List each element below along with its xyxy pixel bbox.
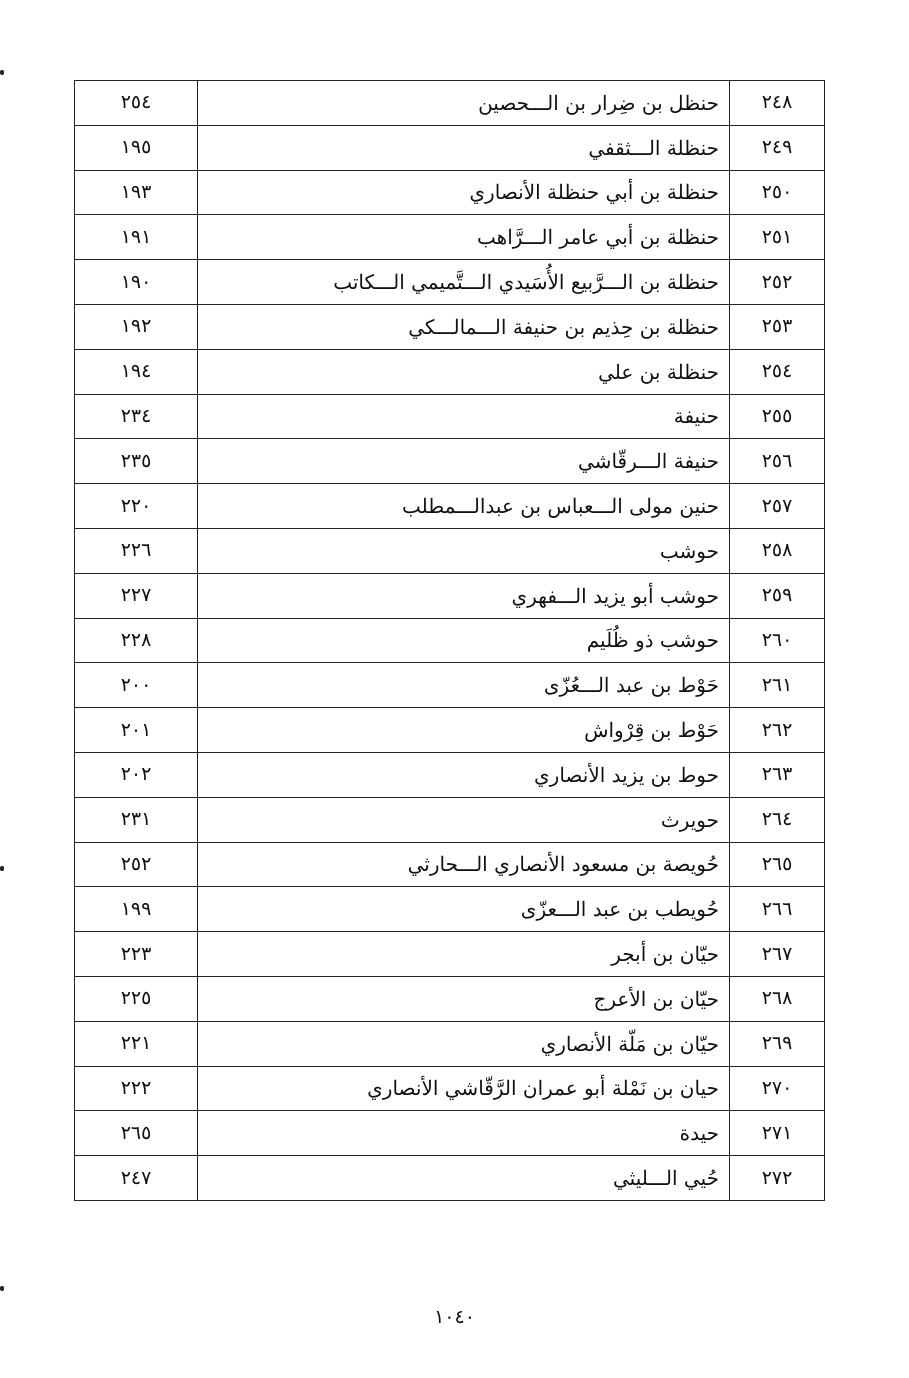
table-row [75,1021,825,1066]
entry-number: ٢٥٣ [730,304,825,349]
table-row [75,260,825,305]
entry-name: حويرث [198,797,730,842]
table-row [75,797,825,842]
index-table-body [75,81,825,1201]
entry-number: ٢٧١ [730,1111,825,1156]
entry-number: ٢٧٠ [730,1066,825,1111]
entry-number: ٢٦٩ [730,1021,825,1066]
entry-number: ٢٦٤ [730,797,825,842]
entry-name: حنظل بن ضِرار بن الـــحصين [198,81,730,126]
entry-page-ref: ٢٠٠ [75,663,198,708]
entry-page-ref: ٢٢٣ [75,932,198,977]
entry-name: حُويصة بن مسعود الأنصاري الـــحارثي [198,842,730,887]
table-row [75,1111,825,1156]
table-row [75,215,825,260]
entry-number: ٢٧٢ [730,1156,825,1201]
entry-number: ٢٥٨ [730,528,825,573]
entry-page-ref: ٢٦٥ [75,1111,198,1156]
entry-number: ٢٦١ [730,663,825,708]
entry-name: حيّان بن أبجر [198,932,730,977]
entry-page-ref: ١٩٥ [75,125,198,170]
table-row [75,932,825,977]
entry-name: حَوْط بن قِرْواش [198,708,730,753]
table-row [75,125,825,170]
entry-name: حوشب [198,528,730,573]
entry-page-ref: ٢٠١ [75,708,198,753]
entry-name: حنظلة بن الـــرَّبيع الأُسَيدي الـــتَّميمي الـــكاتب [198,260,730,305]
table-row [75,663,825,708]
entry-page-ref: ٢٥٢ [75,842,198,887]
table-row [75,842,825,887]
table-row [75,573,825,618]
entry-page-ref: ٢٣٥ [75,439,198,484]
entry-page-ref: ٢٤٧ [75,1156,198,1201]
entry-page-ref: ٢٢٧ [75,573,198,618]
table-row [75,887,825,932]
entry-page-ref: ٢٢٠ [75,484,198,529]
table-row [75,976,825,1021]
page-number: ١٠٤٠ [434,1306,475,1328]
entry-name: حنظلة بن حِذيم بن حنيفة الـــمالـــكي [198,304,730,349]
entry-number: ٢٥٠ [730,170,825,215]
entry-name: حنظلة الـــثقفي [198,125,730,170]
entry-page-ref: ١٩٩ [75,887,198,932]
entry-name: حنين مولى الـــعباس بن عبدالـــمطلب [198,484,730,529]
entry-name: حنظلة بن أبي عامر الـــرَّاهب [198,215,730,260]
entry-name: حوط بن يزيد الأنصاري [198,752,730,797]
table-row [75,752,825,797]
entry-number: ٢٤٩ [730,125,825,170]
entry-number: ٢٦٧ [730,932,825,977]
entry-number: ٢٥٧ [730,484,825,529]
entry-number: ٢٥٢ [730,260,825,305]
table-row [75,528,825,573]
entry-page-ref: ٢٢٨ [75,618,198,663]
table-row [75,304,825,349]
scan-speck [0,1286,4,1291]
entry-page-ref: ١٩٢ [75,304,198,349]
entry-number: ٢٦٥ [730,842,825,887]
entry-page-ref: ٢٢١ [75,1021,198,1066]
entry-page-ref: ٢٣٤ [75,394,198,439]
entry-number: ٢٥٤ [730,349,825,394]
entry-number: ٢٦٣ [730,752,825,797]
table-row [75,618,825,663]
entry-number: ٢٤٨ [730,81,825,126]
table-row [75,1066,825,1111]
table-row [75,484,825,529]
table-row [75,349,825,394]
entry-page-ref: ٢٢٢ [75,1066,198,1111]
entry-name: حَوْط بن عبد الـــعُزّى [198,663,730,708]
entry-number: ٢٦٦ [730,887,825,932]
entry-page-ref: ٢٢٦ [75,528,198,573]
scan-speck [0,866,4,871]
entry-page-ref: ١٩٠ [75,260,198,305]
entry-number: ٢٥٦ [730,439,825,484]
entry-name: حُيي الـــليثي [198,1156,730,1201]
entry-number: ٢٥٥ [730,394,825,439]
table-row [75,439,825,484]
entry-page-ref: ٢٢٥ [75,976,198,1021]
entry-name: حُويطب بن عبد الـــعزّى [198,887,730,932]
entry-name: حنيفة الـــرقّاشي [198,439,730,484]
index-table [74,80,825,1201]
table-row [75,81,825,126]
entry-page-ref: ١٩٣ [75,170,198,215]
entry-number: ٢٦٨ [730,976,825,1021]
entry-name: حيدة [198,1111,730,1156]
entry-number: ٢٦٢ [730,708,825,753]
table-row [75,1156,825,1201]
entry-name: حوشب أبو يزيد الـــفهري [198,573,730,618]
entry-number: ٢٥١ [730,215,825,260]
entry-number: ٢٦٠ [730,618,825,663]
scan-speck [0,70,4,75]
entry-page-ref: ٢٠٢ [75,752,198,797]
entry-number: ٢٥٩ [730,573,825,618]
entry-name: حوشب ذو ظُلَيم [198,618,730,663]
entry-name: حنظلة بن علي [198,349,730,394]
entry-page-ref: ١٩١ [75,215,198,260]
entry-name: حيان بن نَمْلة أبو عمران الرَّقّاشي الأنصاري [198,1066,730,1111]
entry-name: حيّان بن مَلّة الأنصاري [198,1021,730,1066]
table-row [75,708,825,753]
entry-name: حنيفة [198,394,730,439]
entry-name: حنظلة بن أبي حنظلة الأنصاري [198,170,730,215]
table-row [75,394,825,439]
entry-page-ref: ٢٥٤ [75,81,198,126]
table-row [75,170,825,215]
entry-name: حيّان بن الأعرج [198,976,730,1021]
entry-page-ref: ٢٣١ [75,797,198,842]
entry-page-ref: ١٩٤ [75,349,198,394]
